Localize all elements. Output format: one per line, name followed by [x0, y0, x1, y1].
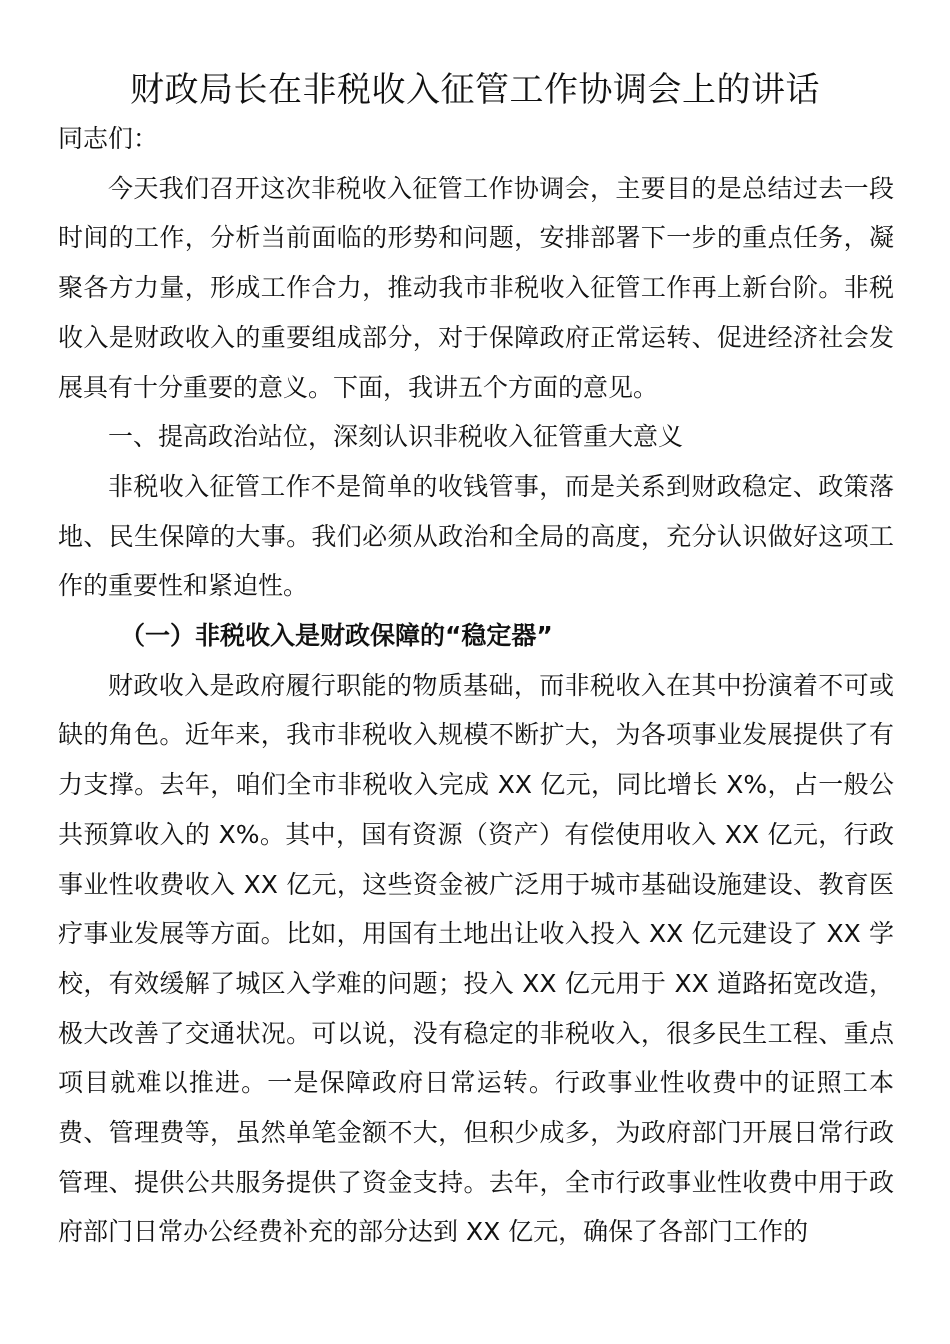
section-heading-1: 一、提高政治站位，深刻认识非税收入征管重大意义 — [108, 422, 684, 452]
document-body — [58, 114, 894, 1257]
subsection-heading-1: （一）非税收入是财政保障的“稳定器” — [120, 621, 553, 651]
paragraph-intro: 今天我们召开这次非税收入征管工作协调会，主要目的是总结过去一段时间的工作，分析当前面临的形势和问题，安排部署下一步的重点任务，凝聚各方力量，形成工作合力，推动我市非税收入征管工作再上新台阶。非税收入是财政收入的重要组成部分，对于保障政府正常运转、促进经济社会发展具有十分重要的意义。下面，我讲五个方面的意见。 — [58, 173, 894, 402]
paragraph-subsection-1: 财政收入是政府履行职能的物质基础，而非税收入在其中扮演着不可或缺的角色。近年来，我市非税收入规模不断扩大，为各项事业发展提供了有力支撑。去年，咱们全市非税收入完成 XX 亿元，同比增长 X%，占一般公共预算收入的 X%。其中，国有资源（资产）有偿使用收入 XX 亿元，行政事业性收费收入 XX 亿元，这些资金被广泛用于城市基础设施建设、教育医疗事业发展等方面。比如，用国有土地出让收入投入 XX 亿元建设了 XX 学校，有效缓解了城区入学难的问题；投入 XX 亿元用于 XX 道路拓宽改造，极大改善了交通状况。可以说，没有稳定的非税收入，很多民生工程、重点项目就难以推进。一是保障政府日常运转。行政事业性收费中的证照工本费、管理费等，虽然单笔金额不大，但积少成多，为政府部门开展日常行政管理、提供公共服务提供了资金支持。去年，全市行政事业性收费中用于政府部门日常办公经费补充的部分达到 XX 亿元，确保了各部门工作的 — [58, 670, 894, 1247]
document-title: 财政局长在非税收入征管工作协调会上的讲话 — [130, 70, 820, 110]
salutation: 同志们： — [58, 124, 159, 153]
paragraph-section-1: 非税收入征管工作不是简单的收钱管事，而是关系到财政稳定、政策落地、民生保障的大事。我们必须从政治和全局的高度，充分认识做好这项工作的重要性和紧迫性。 — [58, 471, 894, 601]
